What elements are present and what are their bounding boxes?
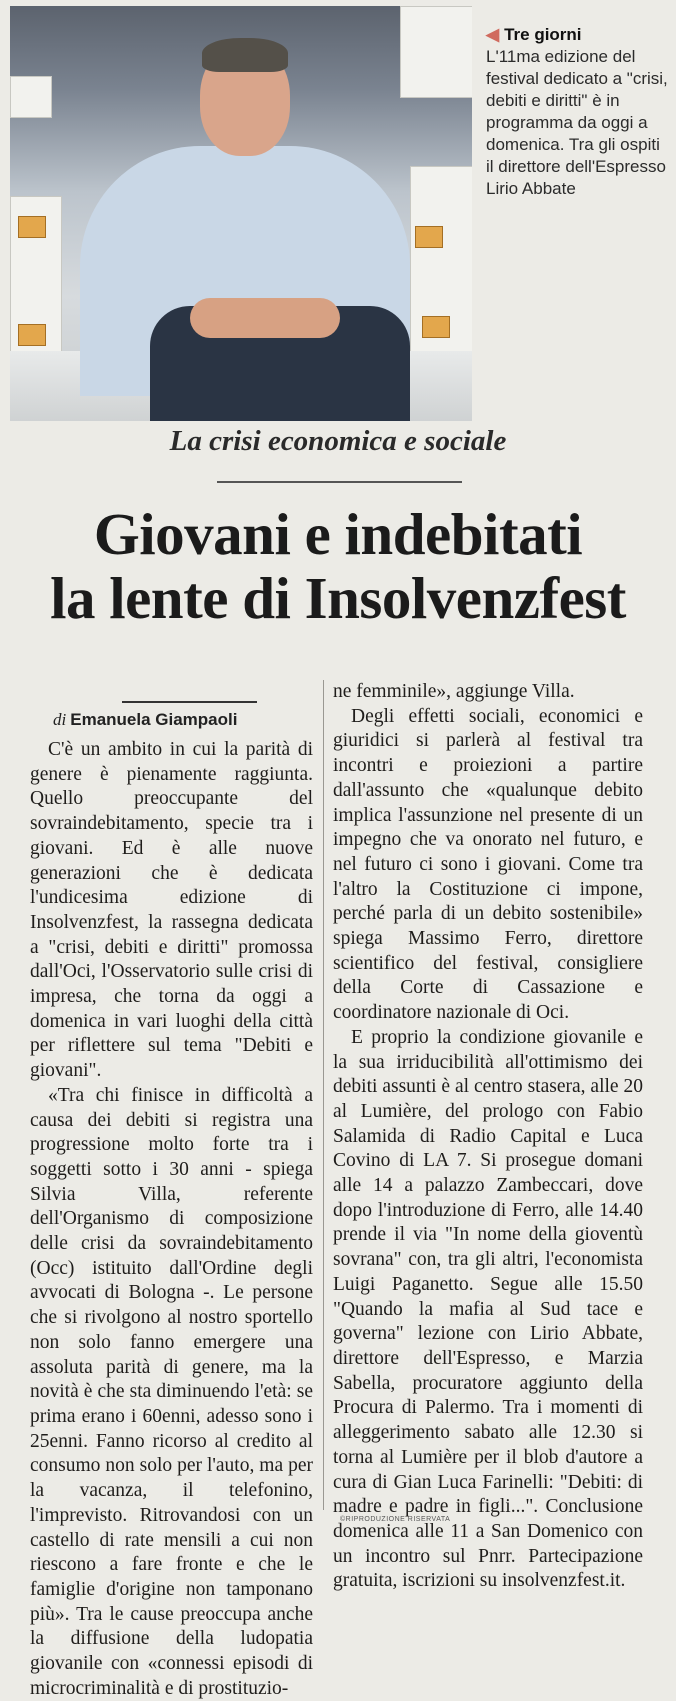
paragraph: C'è un ambito in cui la parità di genere è pienamente raggiunta. Quello preoccupante del sovraindebitamento, specie tra i giovani. Ed è alle nuove generazioni che è dedicata l'undicesima edizione di Insolvenzfest, la rassegna dedicata a "crisi, debiti e diritti" promossa dall'Oci, l'Osservatorio sulle crisi di impresa, che torna da oggi a domenica in vari luoghi della città per riflettere sul tema "Debiti e giovani". — [30, 739, 313, 1082]
article-column-right — [333, 680, 643, 1594]
paragraph: ne femminile», aggiunge Villa. — [333, 681, 575, 702]
caption-title: ◀ Tre giorni — [486, 25, 582, 44]
paragraph: Degli effetti sociali, economici e giuridici si parlerà al festival tra incontri e proiezioni a partire dall'assunto che «qualunque debito implica l'assunzione nel presente di un impegno che va onorato nel futuro, e nel futuro ci sono i giovani. Come tra l'altro la Costituzione ci impone, perché parla di un debito sostenibile» spiega Massimo Ferro, direttore scientifico del festival, consigliere della Corte di Cassazione e coordinatore nazionale di Oci. — [333, 705, 643, 1024]
author-name: Emanuela Giampaoli — [70, 710, 238, 729]
byline-prefix: di — [53, 710, 67, 729]
paragraph: E proprio la condizione giovanile e la sua irriducibilità all'ottimismo dei debiti assunti è al centro stasera, alle 20 al Lumière, del prologo con Fabio Salamida di Radio Capital e Luca Covino di LA 7. Si prosegue domani alle 14 a palazzo Zambeccari, dove dopo l'introduzione di Ferro, alle 14.40 prende il via "In nome della gioventù sovrana" con, tra gli altri, l'economista Luigi Paganetto. Segue alle 15.50 "Quando la mafia al Sud tace e governa" lezione con Lirio Abbate, direttore dell'Espresso, e Marzia Sabella, procuratore aggiunto della Procura di Palermo. Tra i momenti di alleggerimento sabato alle 12.30 si torna al Lumière per il blob d'autore a cura di Gian Luca Farinelli: "Debiti: di madre e padre in figli...". Conclusione domenica alle 11 a San Domenico con un incontro sul Pnrr. Partecipazione gratuita, iscrizioni su insolvenzfest.it. — [333, 1026, 643, 1592]
paragraph: «Tra chi finisce in difficoltà a causa dei debiti si registra una progressione molto forte tra i soggetti sotto i 30 anni - spiega Silvia Villa, referente dell'Organismo di composizione delle crisi da sovraindebitamento (Occ) istituito dall'Ordine degli avvocati di Bologna -. Le persone che si rivolgono al nostro sportello non solo fanno emergere una assoluta parità di genere, ma la novità è che sta diminuendo l'età: se prima erano i 60enni, adesso sono i 25enni. Fanno ricorso al credito al consumo non solo per l'auto, ma per la vacanza, il telefonino, l'imprevisto. Ritrovandosi con un castello di rate mensili a cui non riescono a fare fronte e che le famiglie d'origine non tamponano più». Tra le cause preoccupa anche la diffusione della ludopatia giovanile con «connessi episodi di microcriminalità e di prostituzio- — [30, 1084, 313, 1699]
article-headline — [0, 502, 676, 630]
kicker-divider — [217, 481, 462, 483]
caption-body: L'11ma edizione del festival dedicato a "crisi, debiti e diritti" è in programma da oggi a domenica. Tra gli ospiti il direttore dell'Espresso Lirio Abbate — [486, 47, 668, 198]
article-column-left — [30, 738, 313, 1701]
article-photo — [10, 6, 472, 421]
headline-line-2: la lente di Insolvenzfest — [50, 565, 626, 631]
copyright-notice: ©RIPRODUZIONE RISERVATA — [340, 1516, 451, 1523]
photo-caption — [486, 24, 671, 200]
headline-line-1: Giovani e indebitati — [93, 501, 583, 567]
article-kicker: La crisi economica e sociale — [169, 425, 507, 457]
article-byline — [53, 710, 237, 730]
byline-divider — [122, 701, 257, 703]
caption-marker-icon: ◀ — [486, 25, 500, 44]
column-divider — [323, 680, 324, 1510]
